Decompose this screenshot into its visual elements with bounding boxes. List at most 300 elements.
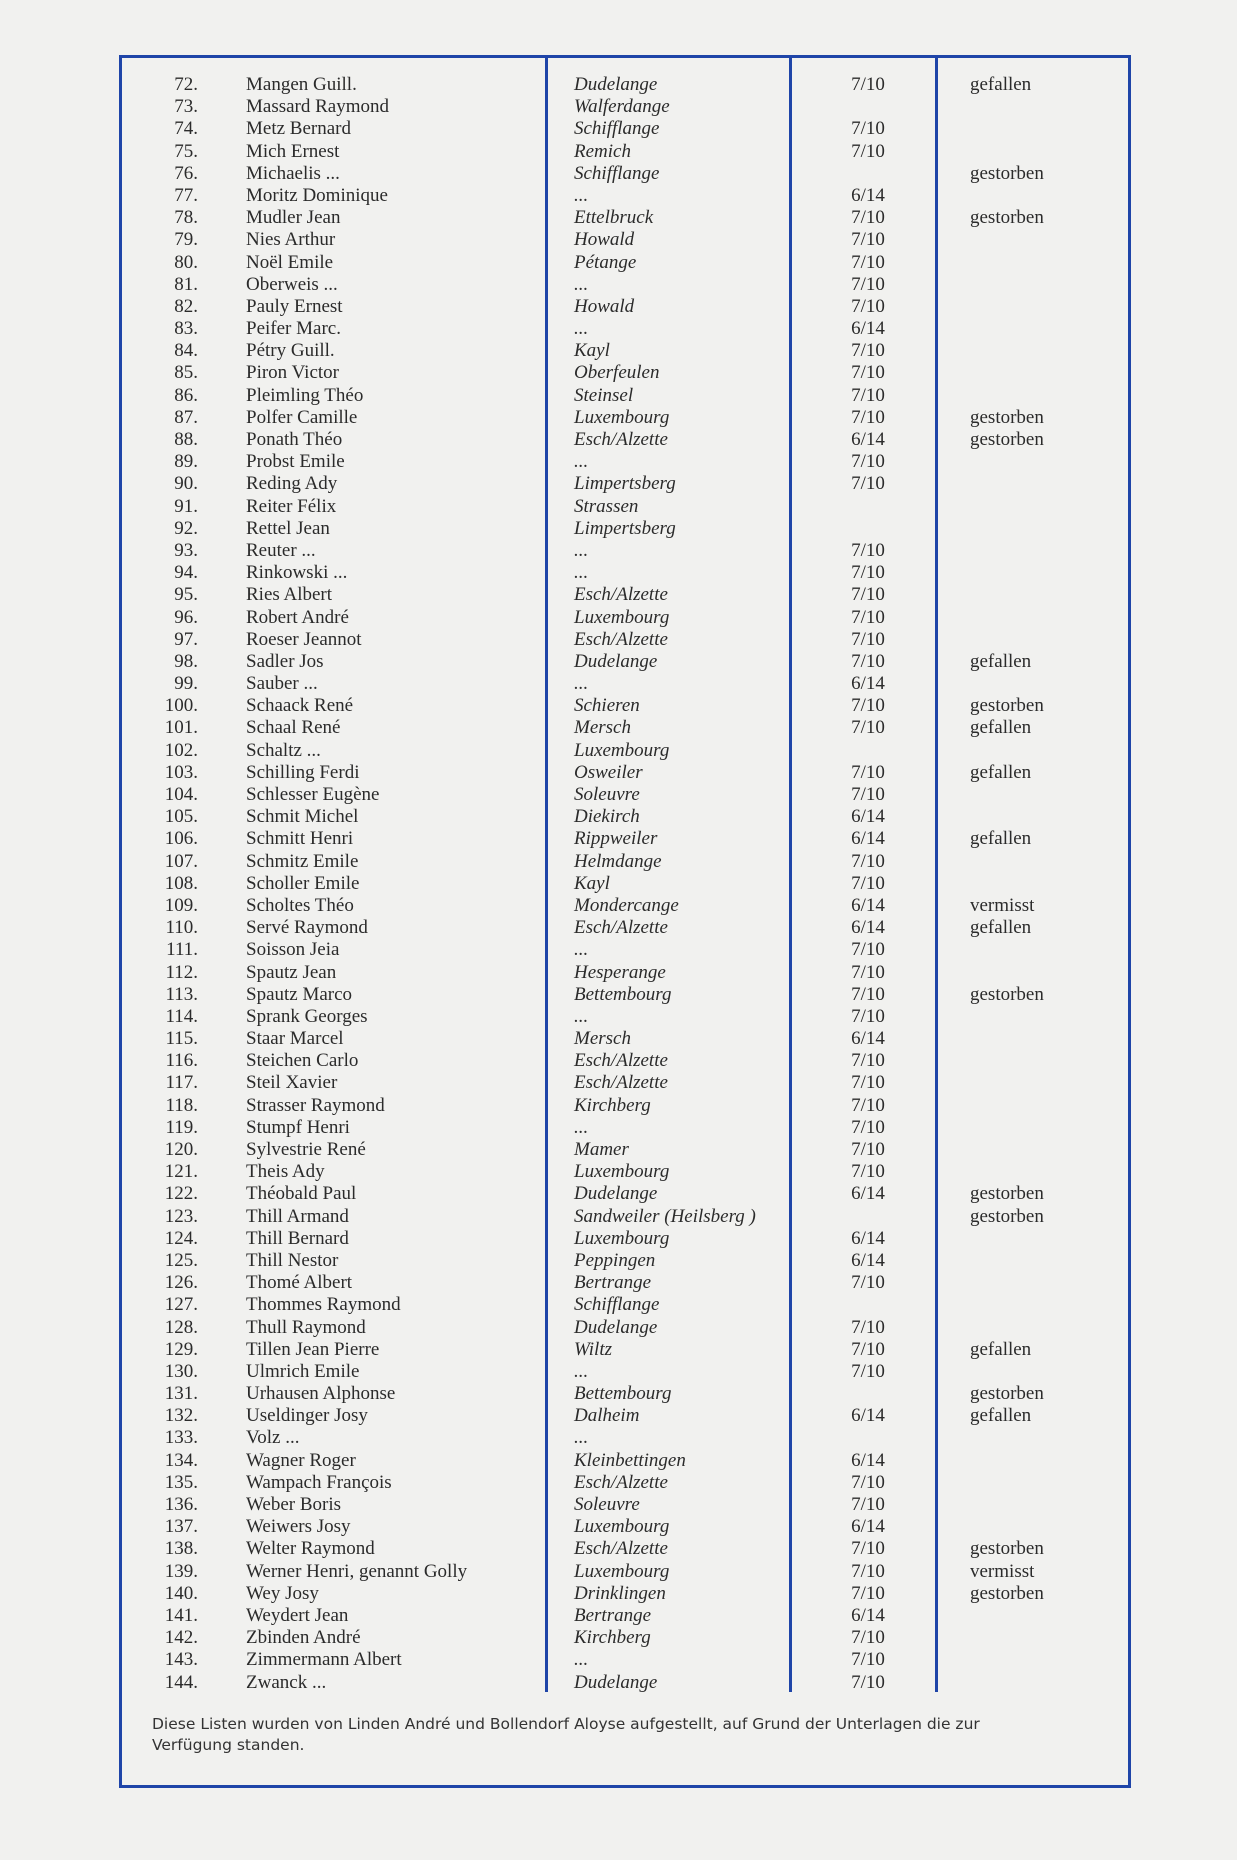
table-row bbox=[0, 207, 1237, 229]
place-name: Diekirch bbox=[574, 806, 640, 828]
place-name: Soleuvre bbox=[574, 1494, 640, 1515]
status-text: gefallen bbox=[970, 650, 1032, 672]
place-name: Esch/Alzette bbox=[574, 584, 668, 606]
person-name: Thull Raymond bbox=[246, 1316, 366, 1338]
person-name: Schmitz Emile bbox=[246, 850, 359, 872]
date-value: 7/10 bbox=[851, 251, 885, 273]
person-name: Zimmermann Albert bbox=[246, 1649, 402, 1671]
row-number: 88. bbox=[174, 429, 198, 450]
person-name: Wagner Roger bbox=[246, 1449, 356, 1471]
row-number: 102. bbox=[164, 739, 198, 761]
person-name: Weiwers Josy bbox=[246, 1516, 351, 1538]
row-number: 123. bbox=[164, 1205, 198, 1227]
date-value: 7/10 bbox=[851, 1671, 885, 1693]
table-row bbox=[0, 1095, 1237, 1117]
date-value: 6/14 bbox=[851, 1449, 885, 1471]
place-name: ... bbox=[574, 539, 589, 561]
person-name: Schaack René bbox=[246, 695, 354, 717]
table-row bbox=[0, 1294, 1237, 1316]
date-value: 7/10 bbox=[851, 1072, 885, 1094]
row-number: 91. bbox=[174, 495, 198, 517]
person-name: Peifer Marc. bbox=[246, 318, 341, 340]
date-value: 7/10 bbox=[851, 1494, 885, 1515]
person-name: Thommes Raymond bbox=[246, 1294, 401, 1316]
date-value: 7/10 bbox=[851, 1116, 885, 1138]
row-number: 98. bbox=[174, 650, 198, 672]
row-number: 139. bbox=[164, 1560, 198, 1582]
row-number: 83. bbox=[174, 318, 198, 340]
row-number: 121. bbox=[164, 1161, 198, 1183]
place-name: ... bbox=[574, 1427, 589, 1449]
row-number: 100. bbox=[164, 695, 198, 717]
date-value: 7/10 bbox=[851, 295, 885, 317]
footer-line-2: Verfügung standen. bbox=[152, 1736, 305, 1754]
person-name: Wampach François bbox=[246, 1471, 392, 1493]
row-number: 80. bbox=[174, 251, 198, 273]
person-name: Mudler Jean bbox=[246, 207, 341, 229]
place-name: Peppingen bbox=[574, 1249, 656, 1271]
table-row bbox=[0, 118, 1237, 140]
table-row bbox=[0, 1494, 1237, 1516]
place-name: Dudelange bbox=[574, 74, 658, 95]
table-row bbox=[0, 1028, 1237, 1050]
place-name: Dalheim bbox=[574, 1405, 640, 1427]
person-name: Welter Raymond bbox=[246, 1538, 375, 1560]
row-number: 126. bbox=[164, 1272, 198, 1294]
row-number: 105. bbox=[164, 806, 198, 828]
row-number: 144. bbox=[164, 1671, 198, 1693]
place-name: Luxembourg bbox=[574, 739, 670, 761]
person-name: Spautz Marco bbox=[246, 983, 353, 1005]
place-name: Drinklingen bbox=[574, 1582, 666, 1604]
person-name: Mich Ernest bbox=[246, 140, 340, 162]
date-value: 6/14 bbox=[851, 1227, 885, 1249]
row-number: 122. bbox=[164, 1183, 198, 1205]
person-name: Steil Xavier bbox=[246, 1072, 338, 1094]
table-row bbox=[0, 1117, 1237, 1139]
date-value: 6/14 bbox=[851, 1028, 885, 1050]
table-row bbox=[0, 163, 1237, 185]
table-row bbox=[0, 229, 1237, 251]
place-name: Mondercange bbox=[574, 894, 679, 916]
table-row bbox=[0, 96, 1237, 118]
person-name: Metz Bernard bbox=[246, 118, 351, 140]
place-name: ... bbox=[574, 1649, 589, 1671]
person-name: Théobald Paul bbox=[246, 1183, 357, 1205]
place-name: ... bbox=[574, 451, 589, 473]
table-row bbox=[0, 1272, 1237, 1294]
place-name: Esch/Alzette bbox=[574, 917, 668, 939]
date-value: 7/10 bbox=[851, 850, 885, 872]
date-value: 7/10 bbox=[851, 539, 885, 561]
place-name: Osweiler bbox=[574, 761, 643, 783]
date-value: 7/10 bbox=[851, 406, 885, 428]
place-name: Mamer bbox=[574, 1139, 629, 1160]
table-row bbox=[0, 518, 1237, 540]
date-value: 7/10 bbox=[851, 606, 885, 628]
place-name: Helmdange bbox=[574, 850, 662, 872]
person-name: Pauly Ernest bbox=[246, 295, 343, 317]
person-name: Servé Raymond bbox=[246, 917, 368, 939]
status-text: gestorben bbox=[970, 162, 1044, 184]
row-number: 138. bbox=[164, 1538, 198, 1560]
place-name: ... bbox=[574, 562, 589, 584]
row-number: 85. bbox=[174, 362, 198, 384]
date-value: 7/10 bbox=[851, 118, 885, 140]
date-value: 7/10 bbox=[851, 473, 885, 495]
person-name: Sylvestrie René bbox=[246, 1139, 366, 1160]
date-value: 7/10 bbox=[851, 1538, 885, 1560]
row-number: 132. bbox=[164, 1405, 198, 1427]
date-value: 7/10 bbox=[851, 1582, 885, 1604]
person-name: Schmitt Henri bbox=[246, 828, 354, 850]
table-row bbox=[0, 407, 1237, 429]
date-value: 7/10 bbox=[851, 562, 885, 584]
table-row bbox=[0, 540, 1237, 562]
person-name: Rinkowski ... bbox=[246, 562, 348, 584]
place-name: Steinsel bbox=[574, 384, 634, 406]
place-name: ... bbox=[574, 673, 589, 695]
date-value: 7/10 bbox=[851, 74, 885, 95]
date-value: 7/10 bbox=[851, 650, 885, 672]
person-name: Schilling Ferdi bbox=[246, 761, 360, 783]
row-number: 89. bbox=[174, 451, 198, 473]
person-name: Piron Victor bbox=[246, 362, 339, 384]
status-text: gestorben bbox=[970, 1183, 1044, 1205]
date-value: 6/14 bbox=[851, 1604, 885, 1626]
person-name: Moritz Dominique bbox=[246, 184, 388, 206]
place-name: ... bbox=[574, 1116, 589, 1138]
table-row bbox=[0, 1383, 1237, 1405]
row-number: 141. bbox=[164, 1604, 198, 1626]
place-name: Pétange bbox=[574, 251, 637, 273]
row-number: 104. bbox=[164, 784, 198, 805]
row-number: 131. bbox=[164, 1383, 198, 1405]
date-value: 7/10 bbox=[851, 1471, 885, 1493]
row-number: 117. bbox=[165, 1072, 198, 1094]
table-row bbox=[0, 673, 1237, 695]
table-row bbox=[0, 1161, 1237, 1183]
person-name: Schaltz ... bbox=[246, 739, 321, 761]
place-name: Kleinbettingen bbox=[574, 1449, 686, 1471]
date-value: 6/14 bbox=[851, 318, 885, 340]
row-number: 96. bbox=[174, 606, 198, 628]
person-name: Thill Armand bbox=[246, 1205, 349, 1227]
table-row bbox=[0, 895, 1237, 917]
status-text: gefallen bbox=[970, 717, 1032, 739]
person-name: Reiter Félix bbox=[246, 495, 337, 517]
row-number: 118. bbox=[165, 1094, 198, 1116]
table-row bbox=[0, 274, 1237, 296]
table-row bbox=[0, 141, 1237, 163]
table-row bbox=[0, 651, 1237, 673]
place-name: Kirchberg bbox=[574, 1627, 651, 1649]
status-text: gefallen bbox=[970, 917, 1032, 939]
date-value: 7/10 bbox=[851, 784, 885, 805]
row-number: 93. bbox=[174, 539, 198, 561]
place-name: Ettelbruck bbox=[574, 207, 654, 229]
table-row bbox=[0, 74, 1237, 96]
place-name: Kayl bbox=[574, 340, 610, 362]
place-name: ... bbox=[574, 939, 589, 961]
date-value: 6/14 bbox=[851, 1405, 885, 1427]
place-name: Luxembourg bbox=[574, 1227, 670, 1249]
row-number: 142. bbox=[164, 1627, 198, 1649]
table-row bbox=[0, 496, 1237, 518]
row-number: 125. bbox=[164, 1249, 198, 1271]
person-name: Nies Arthur bbox=[246, 229, 336, 251]
date-value: 7/10 bbox=[851, 1161, 885, 1183]
place-name: Esch/Alzette bbox=[574, 1050, 668, 1072]
date-value: 6/14 bbox=[851, 917, 885, 939]
place-name: Remich bbox=[574, 140, 631, 162]
person-name: Wey Josy bbox=[246, 1582, 319, 1604]
row-number: 130. bbox=[164, 1360, 198, 1382]
table-row bbox=[0, 939, 1237, 961]
status-text: gestorben bbox=[970, 1538, 1044, 1560]
place-name: Limpertsberg bbox=[574, 517, 676, 539]
table-row bbox=[0, 1405, 1237, 1427]
table-row bbox=[0, 762, 1237, 784]
place-name: Esch/Alzette bbox=[574, 1471, 668, 1493]
person-name: Thomé Albert bbox=[246, 1272, 353, 1294]
row-number: 90. bbox=[174, 473, 198, 495]
row-number: 107. bbox=[164, 850, 198, 872]
place-name: Rippweiler bbox=[574, 828, 658, 850]
place-name: Soleuvre bbox=[574, 784, 640, 805]
table-row bbox=[0, 828, 1237, 850]
place-name: Mersch bbox=[574, 717, 631, 739]
place-name: Luxembourg bbox=[574, 1516, 670, 1538]
place-name: Howald bbox=[574, 229, 635, 251]
date-value: 7/10 bbox=[851, 1272, 885, 1294]
place-name: Bertrange bbox=[574, 1272, 652, 1294]
person-name: Sadler Jos bbox=[246, 650, 324, 672]
footer-note bbox=[152, 1714, 1052, 1756]
date-value: 7/10 bbox=[851, 229, 885, 251]
person-name: Thill Bernard bbox=[246, 1227, 349, 1249]
row-number: 119. bbox=[165, 1116, 198, 1138]
person-name: Robert André bbox=[246, 606, 349, 628]
place-name: Strassen bbox=[574, 495, 639, 517]
row-number: 99. bbox=[174, 673, 198, 695]
table-row bbox=[0, 1605, 1237, 1627]
status-text: gefallen bbox=[970, 761, 1032, 783]
table-row bbox=[0, 740, 1237, 762]
place-name: Wiltz bbox=[574, 1338, 613, 1360]
place-name: ... bbox=[574, 1005, 589, 1027]
person-name: Ries Albert bbox=[246, 584, 333, 606]
status-text: gestorben bbox=[970, 695, 1044, 717]
date-value: 7/10 bbox=[851, 340, 885, 362]
status-text: gefallen bbox=[970, 828, 1032, 850]
person-name: Probst Emile bbox=[246, 451, 345, 473]
row-number: 108. bbox=[164, 872, 198, 894]
person-name: Mangen Guill. bbox=[246, 74, 357, 95]
table-row bbox=[0, 1139, 1237, 1161]
place-name: Luxembourg bbox=[574, 1161, 670, 1183]
date-value: 6/14 bbox=[851, 806, 885, 828]
person-name: Urhausen Alphonse bbox=[246, 1383, 396, 1405]
row-number: 133. bbox=[164, 1427, 198, 1449]
place-name: Mersch bbox=[574, 1028, 631, 1050]
place-name: Oberfeulen bbox=[574, 362, 660, 384]
row-number: 87. bbox=[174, 406, 198, 428]
row-number: 111. bbox=[166, 939, 198, 961]
person-name: Polfer Camille bbox=[246, 406, 358, 428]
table-row bbox=[0, 1361, 1237, 1383]
table-row bbox=[0, 1228, 1237, 1250]
table-row bbox=[0, 252, 1237, 274]
person-name: Theis Ady bbox=[246, 1161, 325, 1183]
date-value: 7/10 bbox=[851, 273, 885, 295]
table-row bbox=[0, 607, 1237, 629]
place-name: Schifflange bbox=[574, 118, 660, 140]
place-name: Bettembourg bbox=[574, 983, 672, 1005]
person-name: Massard Raymond bbox=[246, 96, 390, 118]
date-value: 7/10 bbox=[851, 695, 885, 717]
place-name: Bettembourg bbox=[574, 1383, 672, 1405]
status-text: gestorben bbox=[970, 429, 1044, 450]
table-row bbox=[0, 296, 1237, 318]
table-row bbox=[0, 1206, 1237, 1228]
row-number: 135. bbox=[164, 1471, 198, 1493]
place-name: Dudelange bbox=[574, 1316, 658, 1338]
date-value: 7/10 bbox=[851, 362, 885, 384]
date-value: 6/14 bbox=[851, 1183, 885, 1205]
place-name: Esch/Alzette bbox=[574, 1072, 668, 1094]
table-row bbox=[0, 362, 1237, 384]
table-row bbox=[0, 1450, 1237, 1472]
person-name: Werner Henri, genannt Golly bbox=[246, 1560, 468, 1582]
table-row bbox=[0, 1516, 1237, 1538]
row-number: 124. bbox=[164, 1227, 198, 1249]
row-number: 114. bbox=[165, 1005, 198, 1027]
person-name: Oberweis ... bbox=[246, 273, 338, 295]
table-row bbox=[0, 629, 1237, 651]
date-value: 6/14 bbox=[851, 184, 885, 206]
date-value: 7/10 bbox=[851, 628, 885, 650]
status-text: gestorben bbox=[970, 1205, 1044, 1227]
person-name: Strasser Raymond bbox=[246, 1094, 385, 1116]
place-name: Schieren bbox=[574, 695, 640, 717]
person-name: Weber Boris bbox=[246, 1494, 342, 1515]
place-name: Esch/Alzette bbox=[574, 429, 668, 450]
table-row bbox=[0, 1317, 1237, 1339]
date-value: 7/10 bbox=[851, 140, 885, 162]
table-row bbox=[0, 984, 1237, 1006]
table-row bbox=[0, 1072, 1237, 1094]
place-name: Esch/Alzette bbox=[574, 1538, 668, 1560]
person-name: Steichen Carlo bbox=[246, 1050, 359, 1072]
table-row bbox=[0, 1183, 1237, 1205]
status-text: gefallen bbox=[970, 1405, 1032, 1427]
date-value: 7/10 bbox=[851, 207, 885, 229]
person-name: Reuter ... bbox=[246, 539, 316, 561]
date-value: 6/14 bbox=[851, 894, 885, 916]
table-row bbox=[0, 584, 1237, 606]
status-text: vermisst bbox=[970, 894, 1035, 916]
person-name: Ponath Théo bbox=[246, 429, 343, 450]
place-name: Luxembourg bbox=[574, 606, 670, 628]
date-value: 7/10 bbox=[851, 384, 885, 406]
place-name: Limpertsberg bbox=[574, 473, 676, 495]
row-number: 106. bbox=[164, 828, 198, 850]
table-row bbox=[0, 1472, 1237, 1494]
table-row bbox=[0, 806, 1237, 828]
date-value: 7/10 bbox=[851, 1338, 885, 1360]
table-row bbox=[0, 1649, 1237, 1671]
table-row bbox=[0, 784, 1237, 806]
date-value: 7/10 bbox=[851, 1560, 885, 1582]
table-row bbox=[0, 385, 1237, 407]
table-row bbox=[0, 1006, 1237, 1028]
date-value: 7/10 bbox=[851, 717, 885, 739]
date-value: 7/10 bbox=[851, 961, 885, 983]
date-value: 6/14 bbox=[851, 828, 885, 850]
place-name: ... bbox=[574, 1360, 589, 1382]
table-row bbox=[0, 851, 1237, 873]
person-name: Scholler Emile bbox=[246, 872, 360, 894]
row-number: 113. bbox=[165, 983, 198, 1005]
person-name: Schaal René bbox=[246, 717, 341, 739]
row-number: 120. bbox=[164, 1139, 198, 1160]
person-name: Michaelis ... bbox=[246, 162, 340, 184]
status-text: gestorben bbox=[970, 1582, 1044, 1604]
person-name: Soisson Jeia bbox=[246, 939, 340, 961]
row-number: 115. bbox=[165, 1028, 198, 1050]
row-number: 143. bbox=[164, 1649, 198, 1671]
place-name: ... bbox=[574, 318, 589, 340]
place-name: Howald bbox=[574, 295, 635, 317]
person-name: Pétry Guill. bbox=[246, 340, 335, 362]
person-name: Roeser Jeannot bbox=[246, 628, 362, 650]
row-number: 140. bbox=[164, 1582, 198, 1604]
row-number: 136. bbox=[164, 1494, 198, 1515]
row-number: 128. bbox=[164, 1316, 198, 1338]
row-number: 72. bbox=[174, 74, 198, 95]
table-row bbox=[0, 1250, 1237, 1272]
person-name: Zwanck ... bbox=[246, 1671, 327, 1693]
date-value: 7/10 bbox=[851, 1627, 885, 1649]
date-value: 7/10 bbox=[851, 451, 885, 473]
date-value: 7/10 bbox=[851, 1005, 885, 1027]
table-row bbox=[0, 1672, 1237, 1694]
place-name: Dudelange bbox=[574, 1183, 658, 1205]
person-name: Sauber ... bbox=[246, 673, 318, 695]
table-row bbox=[0, 185, 1237, 207]
row-number: 86. bbox=[174, 384, 198, 406]
row-number: 109. bbox=[164, 894, 198, 916]
person-name: Schlesser Eugène bbox=[246, 784, 380, 805]
date-value: 7/10 bbox=[851, 1139, 885, 1160]
place-name: Luxembourg bbox=[574, 406, 670, 428]
status-text: gestorben bbox=[970, 406, 1044, 428]
date-value: 6/14 bbox=[851, 429, 885, 450]
row-number: 82. bbox=[174, 295, 198, 317]
table-row bbox=[0, 429, 1237, 451]
table-row bbox=[0, 1427, 1237, 1449]
place-name: Sandweiler (Heilsberg ) bbox=[574, 1205, 756, 1227]
names-list bbox=[0, 74, 1237, 1694]
row-number: 77. bbox=[174, 184, 198, 206]
place-name: Dudelange bbox=[574, 1671, 658, 1693]
table-row bbox=[0, 340, 1237, 362]
row-number: 76. bbox=[174, 162, 198, 184]
place-name: Luxembourg bbox=[574, 1560, 670, 1582]
table-row bbox=[0, 717, 1237, 739]
status-text: gefallen bbox=[970, 74, 1032, 95]
